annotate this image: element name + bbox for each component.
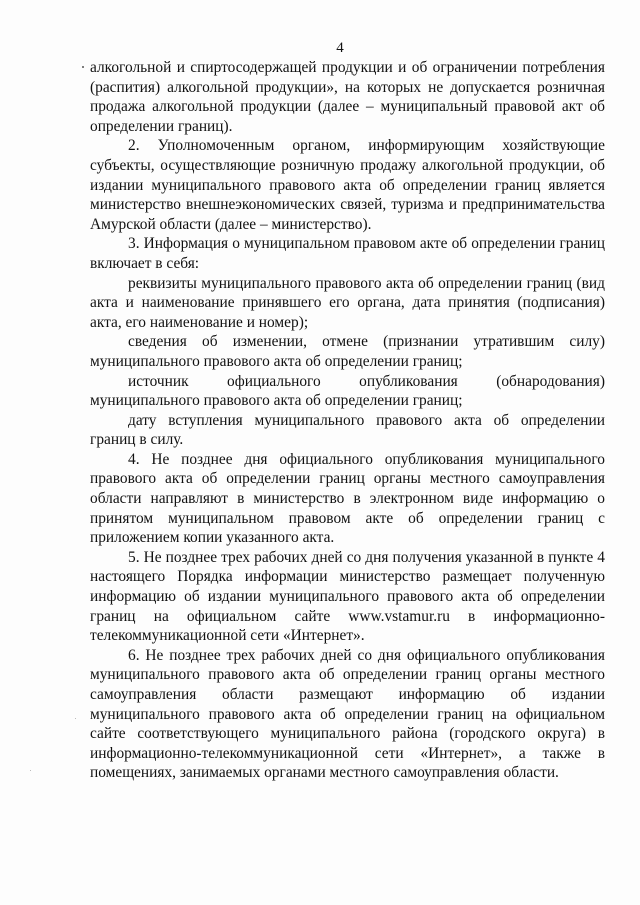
- paragraph-item-2: 2. Уполномоченным органом, информирующим хозяйствующие субъекты, осуществляющие розничную продажу алкогольной продукции, об издании муниципального правового акта об определении границ является министерство внешнеэкономических связей, туризма и предпринимательства Амурской области (далее – министерство).: [90, 137, 605, 233]
- paragraph-item-6: 6. Не позднее трех рабочих дней со дня официального опубликования муниципального правового акта об определении границ органы местного самоуправления области размещают информацию об издании муниципального правового акта об определении границ на официальном сайте соответствующего муниципального района (городского округа) в информационно-телекоммуникационной сети «Интернет», а также в помещениях, занимаемых органами местного самоуправления области.: [90, 646, 605, 782]
- scan-dot: [75, 718, 76, 719]
- document-body: [90, 58, 605, 783]
- page-number: 4: [336, 40, 344, 56]
- paragraph-source: источник официального опубликования (обнародования) муниципального правового акта об определении границ;: [90, 372, 605, 410]
- paragraph-requisites: реквизиты муниципального правового акта об определении границ (вид акта и наименование принявшего его органа, дата принятия (подписания) акта, его наименование и номер);: [90, 274, 605, 331]
- paragraph-effective-date: дату вступления муниципального правового акта об определении границ в силу.: [90, 411, 605, 449]
- scan-artifact: [82, 66, 84, 68]
- paragraph-changes: сведения об изменении, отмене (признании утратившим силу) муниципального правового акта об определении границ;: [90, 333, 605, 370]
- paragraph-continuation: алкогольной и спиртосодержащей продукции и об ограничении потребления (распития) алкогольной продукции», на которых не допускается розничная продажа алкогольной продукции (далее – муниципальный правовой акт об определении границ).: [90, 59, 605, 135]
- paragraph-item-5: 5. Не позднее трех рабочих дней со дня получения указанной в пункте 4 настоящего Порядка информации министерство размещает полученную информацию об издании муниципального правового акта об определении границ на официальном сайте www.vstamur.ru в информационно-телекоммуникационной сети «Интернет».: [90, 548, 605, 645]
- paragraph-item-3: 3. Информация о муниципальном правовом акте об определении границ включает в себя:: [90, 235, 605, 272]
- scan-dot: [30, 770, 31, 771]
- paragraph-item-4: 4. Не позднее дня официального опубликования муниципального правового акта об определении границ органы местного самоуправления области направляют в министерство в электронном виде информацию о принятом муниципальном правовом акте об определении границ с приложением копии указанного акта.: [90, 450, 605, 547]
